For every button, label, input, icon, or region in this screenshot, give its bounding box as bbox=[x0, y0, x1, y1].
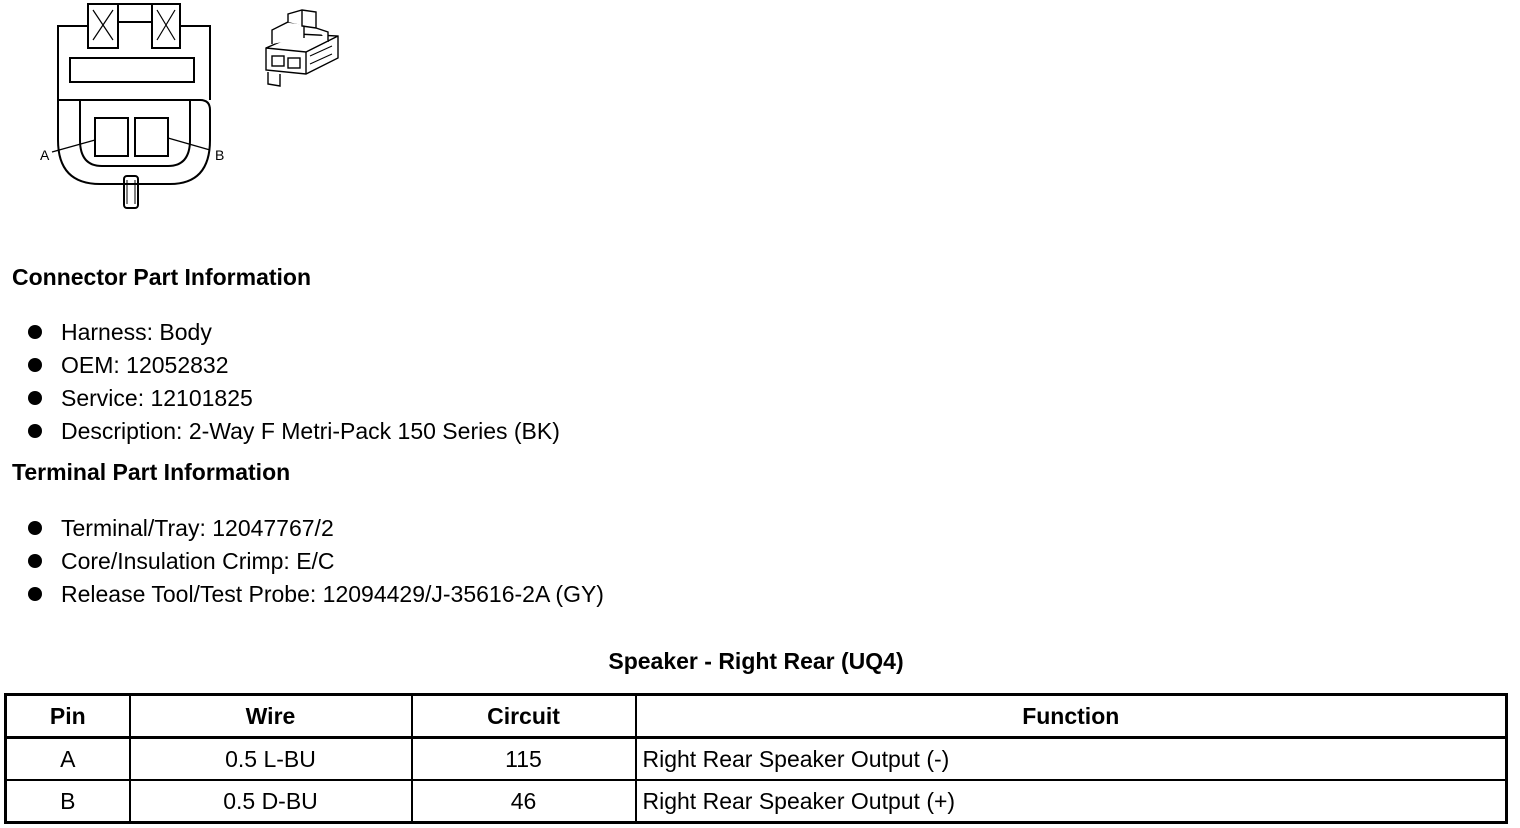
list-item: OEM: 12052832 bbox=[28, 349, 560, 382]
cell-circuit: 46 bbox=[412, 780, 636, 823]
connector-info-list bbox=[28, 316, 560, 448]
terminal-info-list bbox=[28, 512, 604, 611]
cell-pin: B bbox=[6, 780, 130, 823]
table-row bbox=[6, 738, 1507, 781]
table-title: Speaker - Right Rear (UQ4) bbox=[608, 648, 904, 674]
column-header-pin: Pin bbox=[6, 695, 130, 738]
pin-a-callout: A bbox=[40, 147, 50, 163]
list-item: Service: 12101825 bbox=[28, 382, 560, 415]
list-item: Core/Insulation Crimp: E/C bbox=[28, 545, 604, 578]
cell-wire: 0.5 D-BU bbox=[130, 780, 412, 823]
bullet-icon bbox=[28, 391, 42, 405]
connector-info-heading: Connector Part Information bbox=[12, 264, 312, 290]
bullet-icon bbox=[28, 521, 42, 535]
cell-circuit: 115 bbox=[412, 738, 636, 781]
table-row bbox=[6, 780, 1507, 823]
cell-pin: A bbox=[6, 738, 130, 781]
bullet-icon bbox=[28, 424, 42, 438]
list-item: Release Tool/Test Probe: 12094429/J-35616-2A (GY) bbox=[28, 578, 604, 611]
pinout-table bbox=[4, 693, 1508, 824]
cell-wire: 0.5 L-BU bbox=[130, 738, 412, 781]
list-item: Harness: Body bbox=[28, 316, 560, 349]
cell-function: Right Rear Speaker Output (-) bbox=[636, 738, 1507, 781]
bullet-icon bbox=[28, 358, 42, 372]
column-header-circuit: Circuit bbox=[412, 695, 636, 738]
connector-isometric-thumbnail bbox=[258, 6, 348, 88]
column-header-wire: Wire bbox=[130, 695, 412, 738]
terminal-info-heading: Terminal Part Information bbox=[12, 459, 291, 485]
list-item: Terminal/Tray: 12047767/2 bbox=[28, 512, 604, 545]
column-header-function: Function bbox=[636, 695, 1507, 738]
cell-function: Right Rear Speaker Output (+) bbox=[636, 780, 1507, 823]
bullet-icon bbox=[28, 554, 42, 568]
table-header-row bbox=[6, 695, 1507, 738]
bullet-icon bbox=[28, 587, 42, 601]
bullet-icon bbox=[28, 325, 42, 339]
list-item: Description: 2-Way F Metri-Pack 150 Series (BK) bbox=[28, 415, 560, 448]
pin-b-callout: B bbox=[215, 147, 225, 163]
connector-face-diagram bbox=[30, 0, 240, 220]
